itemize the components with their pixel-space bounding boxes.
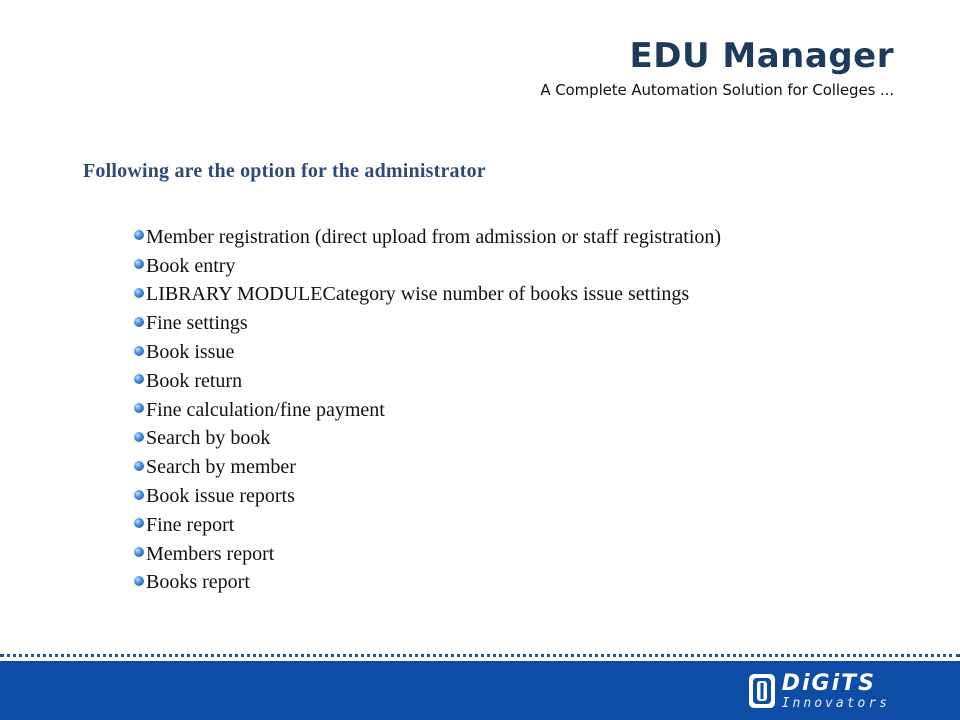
bullet-icon bbox=[134, 403, 144, 413]
list-item bbox=[134, 281, 721, 310]
option-label: Search by member bbox=[146, 456, 296, 479]
bullet-icon bbox=[134, 576, 144, 586]
option-label: Members report bbox=[146, 542, 275, 565]
option-label: Fine report bbox=[146, 513, 235, 536]
option-label: Fine settings bbox=[146, 312, 248, 335]
bullet-icon bbox=[134, 230, 144, 240]
bullet-icon bbox=[134, 547, 144, 557]
list-item bbox=[134, 309, 721, 338]
option-label: LIBRARY MODULECategory wise number of books issue settings bbox=[146, 283, 690, 306]
logo-tagline: Innovators bbox=[781, 695, 890, 711]
option-label: Books report bbox=[146, 571, 250, 594]
bullet-icon bbox=[134, 490, 144, 500]
bullet-icon bbox=[134, 317, 144, 327]
list-item bbox=[134, 482, 721, 511]
list-item bbox=[134, 453, 721, 482]
option-label: Book return bbox=[146, 369, 243, 392]
list-item bbox=[134, 223, 721, 252]
list-item bbox=[134, 396, 721, 425]
list-item bbox=[134, 425, 721, 454]
option-label: Book entry bbox=[146, 254, 236, 277]
option-label: Book issue reports bbox=[146, 485, 295, 508]
bullet-icon bbox=[134, 346, 144, 356]
list-item bbox=[134, 511, 721, 540]
option-label: Member registration (direct upload from admission or staff registration) bbox=[146, 225, 722, 248]
bullet-icon bbox=[134, 461, 144, 471]
list-item bbox=[134, 367, 721, 396]
option-label: Book issue bbox=[146, 341, 235, 364]
list-item bbox=[134, 252, 721, 281]
administrator-options-list bbox=[134, 223, 721, 597]
bullet-icon bbox=[134, 518, 144, 528]
brand-title: EDU Manager bbox=[629, 36, 894, 76]
brand-header bbox=[540, 36, 894, 100]
bullet-icon bbox=[134, 259, 144, 269]
option-label: Fine calculation/fine payment bbox=[146, 398, 385, 421]
logo-wordmark: DiGiTS bbox=[781, 670, 876, 696]
brand-subtitle: A Complete Automation Solution for Colleges ... bbox=[540, 81, 894, 99]
digits-logo-mark-icon bbox=[748, 673, 776, 709]
bullet-icon bbox=[134, 374, 144, 384]
option-label: Search by book bbox=[146, 427, 271, 450]
page-heading: Following are the option for the administrator bbox=[83, 160, 486, 182]
digits-logo bbox=[748, 669, 890, 713]
footer-dotted-divider bbox=[0, 654, 960, 657]
footer-bar bbox=[0, 661, 960, 720]
bullet-icon bbox=[134, 432, 144, 442]
logo-text bbox=[781, 670, 890, 711]
list-item bbox=[134, 338, 721, 367]
list-item bbox=[134, 569, 721, 598]
bullet-icon bbox=[134, 288, 144, 298]
list-item bbox=[134, 540, 721, 569]
